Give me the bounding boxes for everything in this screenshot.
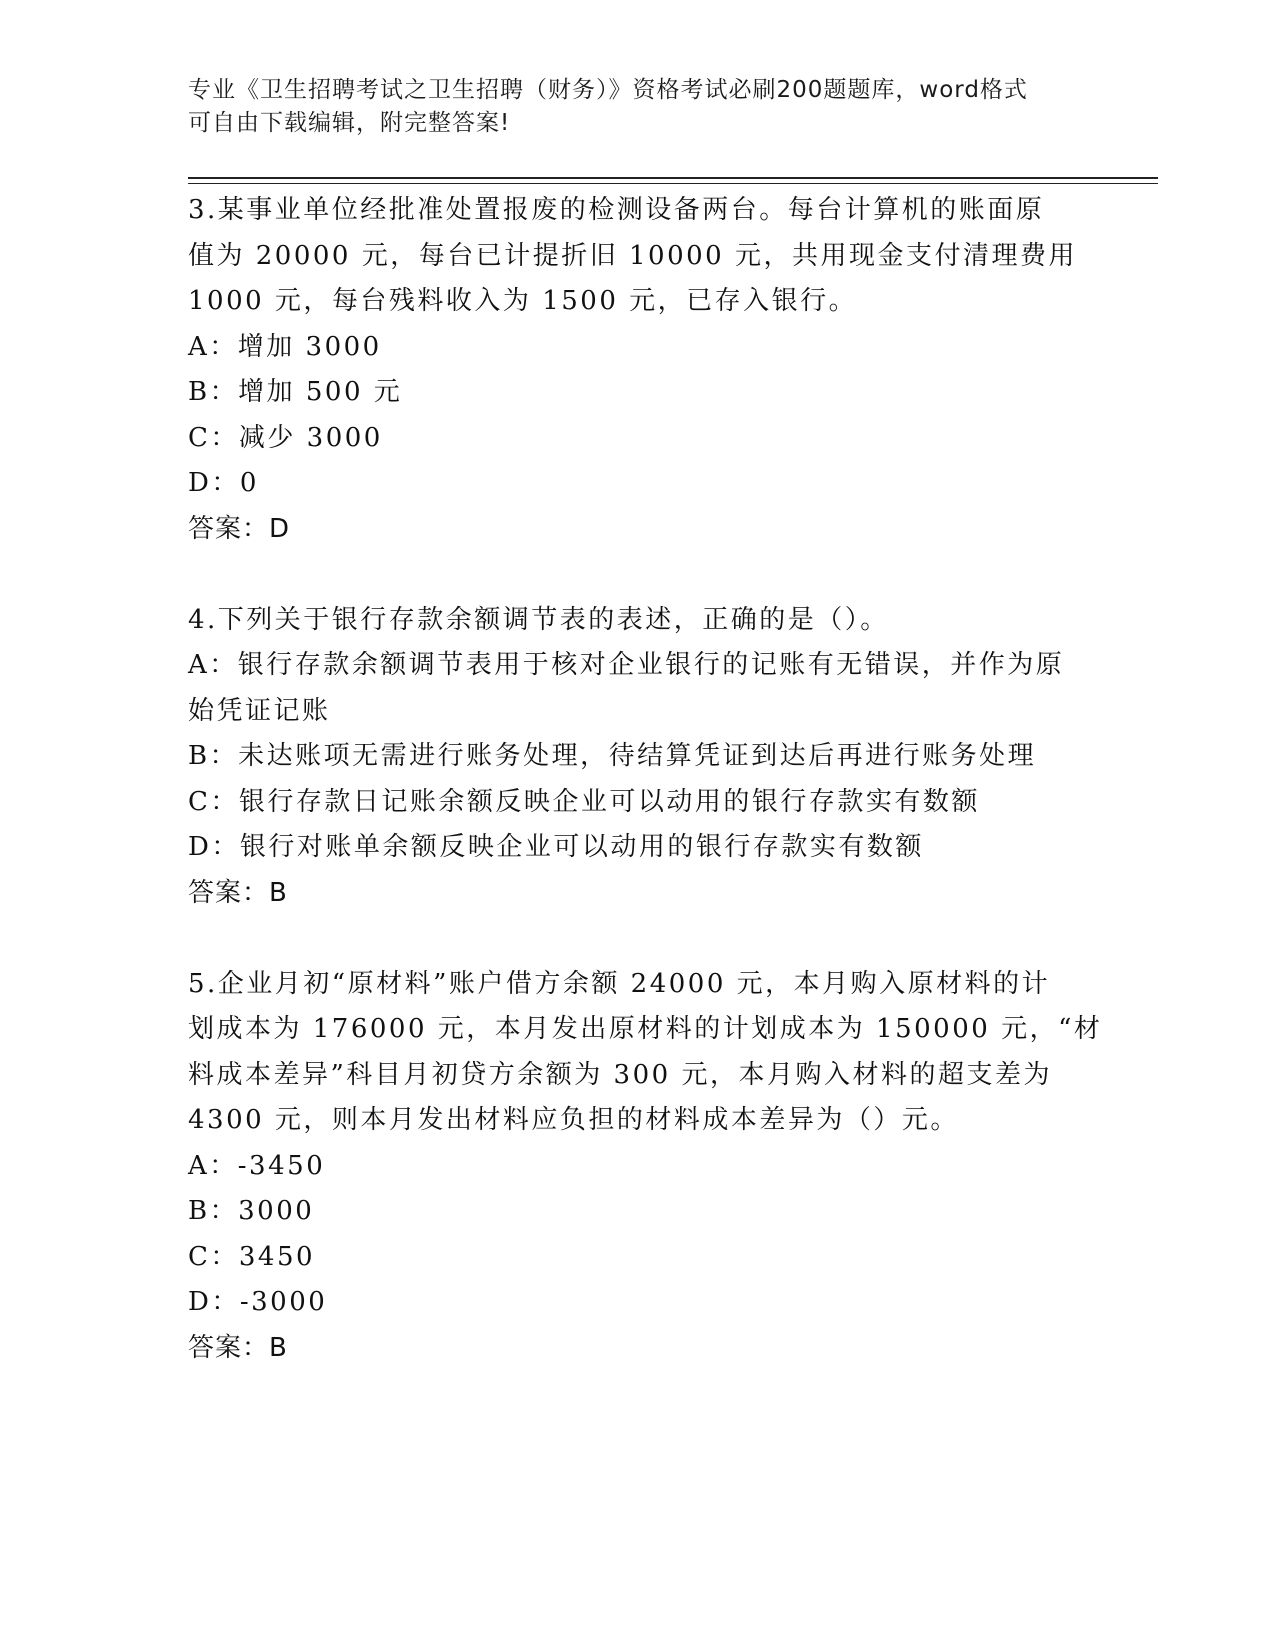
question-stem-line: 3.某事业单位经批准处置报废的检测设备两台。每台计算机的账面原: [188, 195, 1045, 225]
option-a-continued: 始凭证记账: [188, 695, 331, 726]
question-stem-line: 5.企业月初“原材料”账户借方余额 24000 元，本月购入原材料的计: [188, 968, 1051, 999]
header-divider-thick: [188, 177, 1158, 179]
answer-label: 答案：B: [188, 877, 288, 908]
document-header: [188, 74, 1068, 140]
option-d: D：-3000: [188, 1287, 328, 1317]
question-stem-line: 料成本差异”科目月初贷方余额为 300 元，本月购入材料的超支差为: [188, 1059, 1052, 1090]
answer-label: 答案：B: [188, 1332, 288, 1363]
option-d: D：0: [188, 468, 259, 498]
question-4: [188, 598, 1088, 962]
question-stem-line: 值为 20000 元，每台已计提折旧 10000 元，共用现金支付清理费用: [188, 240, 1077, 271]
option-a: A：银行存款余额调节表用于核对企业银行的记账有无错误，并作为原: [188, 650, 1065, 680]
question-3: [188, 188, 1088, 598]
header-line: 专业《卫生招聘考试之卫生招聘（财务）》资格考试必刷200题题库，word格式: [188, 77, 1028, 103]
header-line: 可自由下载编辑，附完整答案!: [188, 110, 511, 136]
question-spacer: [188, 552, 1088, 598]
answer-label: 答案：D: [188, 513, 291, 544]
header-divider-thin: [188, 183, 1158, 184]
option-d: D：银行对账单余额反映企业可以动用的银行存款实有数额: [188, 832, 924, 862]
option-b: B：增加 500 元: [188, 377, 403, 407]
question-stem-line: 4.下列关于银行存款余额调节表的表述，正确的是（）。: [188, 604, 889, 635]
option-c: C：银行存款日记账余额反映企业可以动用的银行存款实有数额: [188, 786, 980, 817]
question-stem-line: 划成本为 176000 元，本月发出原材料的计划成本为 150000 元，“材: [188, 1014, 1103, 1044]
option-c: C：减少 3000: [188, 422, 383, 453]
question-5: [188, 962, 1103, 1372]
option-a: A：增加 3000: [188, 331, 382, 362]
question-stem-line: 4300 元，则本月发出材料应负担的材料成本差异为（）元。: [188, 1105, 959, 1135]
option-a: A：-3450: [188, 1150, 326, 1181]
option-b: B：未达账项无需进行账务处理，待结算凭证到达后再进行账务处理: [188, 741, 1037, 771]
question-spacer: [188, 916, 1088, 962]
option-b: B：3000: [188, 1196, 315, 1226]
question-stem-line: 1000 元，每台残料收入为 1500 元，已存入银行。: [188, 286, 858, 316]
option-c: C：3450: [188, 1241, 316, 1272]
question-list: [188, 188, 1103, 1371]
